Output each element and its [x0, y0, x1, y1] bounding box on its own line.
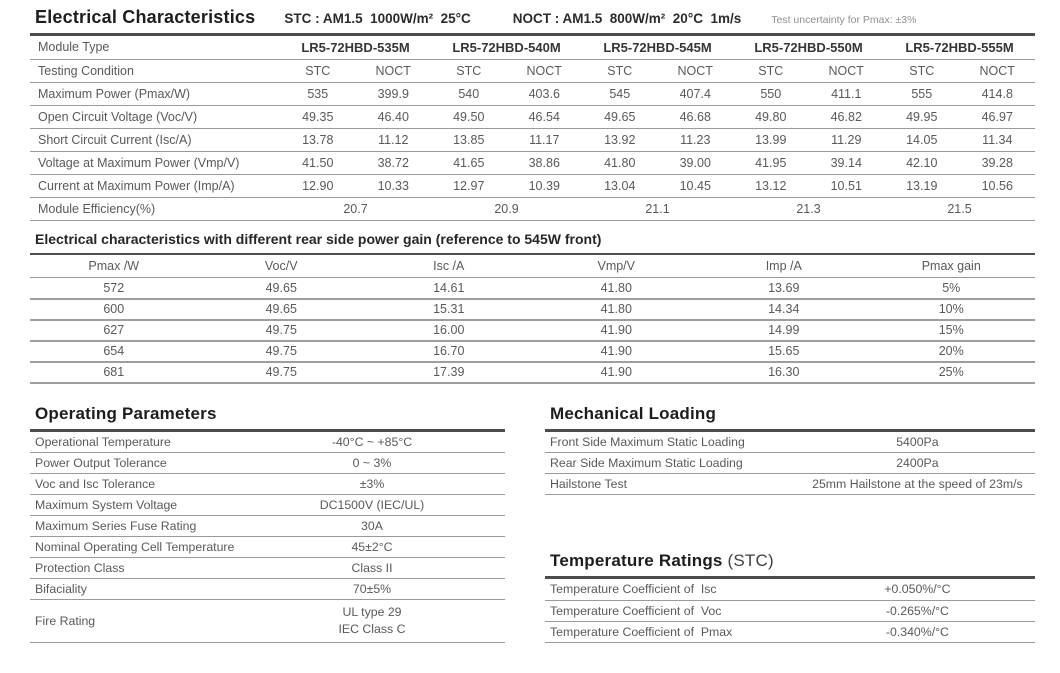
- mechanical-loading-body: [545, 432, 1035, 495]
- rear-gain-data-row: [30, 362, 1035, 383]
- data-value: 41.50: [280, 151, 356, 174]
- temperature-ratings-title-text: Temperature Ratings: [550, 551, 723, 570]
- data-value: 46.97: [960, 105, 1036, 128]
- mechanical-loading-table: [545, 432, 1035, 496]
- data-value: 10.33: [356, 174, 432, 197]
- parameter-value: 2400Pa: [800, 453, 1035, 474]
- parameter-value: 30A: [239, 516, 505, 537]
- parameter-value: 70±5%: [239, 579, 505, 600]
- data-value: 14.61: [365, 278, 533, 299]
- data-value: 38.86: [507, 151, 583, 174]
- data-value: 46.40: [356, 105, 432, 128]
- parameter-label: Nominal Operating Cell Temperature: [30, 537, 239, 558]
- mechanical-loading-title: Mechanical Loading: [545, 404, 1035, 432]
- data-value: 41.80: [582, 151, 658, 174]
- rear-gain-header-row: [30, 254, 1035, 278]
- data-value: 13.85: [431, 128, 507, 151]
- operating-parameters-table: [30, 432, 505, 644]
- parameter-value-line: UL type 29: [342, 605, 402, 619]
- parameter-label: Temperature Coefficient of Pmax: [545, 621, 800, 642]
- data-value: 41.90: [533, 362, 701, 383]
- parameter-value-line: IEC Class C: [338, 622, 406, 636]
- rear-gain-data-row: [30, 299, 1035, 320]
- data-value: 25%: [868, 362, 1036, 383]
- condition-header: STC: [280, 59, 356, 82]
- parameter-row: [30, 474, 505, 495]
- module-type-value: LR5-72HBD-545M: [582, 36, 733, 59]
- parameter-label: Operational Temperature: [30, 432, 239, 453]
- data-value: 15.65: [700, 341, 868, 362]
- header: [30, 0, 1035, 36]
- parameter-row: [545, 621, 1035, 642]
- data-value: 20%: [868, 341, 1036, 362]
- electrical-data-row: [30, 105, 1035, 128]
- data-value: 41.80: [533, 299, 701, 320]
- condition-header: STC: [733, 59, 809, 82]
- data-value: 403.6: [507, 82, 583, 105]
- data-value: 14.05: [884, 128, 960, 151]
- parameter-row: [30, 537, 505, 558]
- data-value: 13.78: [280, 128, 356, 151]
- parameter-row: [30, 579, 505, 600]
- electrical-data-row: [30, 82, 1035, 105]
- parameter-label: Hailstone Test: [545, 474, 800, 495]
- module-type-value: LR5-72HBD-555M: [884, 36, 1035, 59]
- rear-gain-table: [30, 253, 1035, 384]
- efficiency-value: 20.9: [431, 197, 582, 220]
- data-value: 13.04: [582, 174, 658, 197]
- right-column: [545, 404, 1035, 644]
- temperature-ratings-table: [545, 579, 1035, 643]
- data-value: 46.68: [658, 105, 734, 128]
- parameter-row: [545, 474, 1035, 495]
- parameter-row: [545, 432, 1035, 453]
- data-value: 49.65: [198, 299, 366, 320]
- temperature-ratings-section: [545, 551, 1035, 643]
- rear-gain-title: Electrical characteristics with different rear side power gain (reference to 545W front): [35, 230, 602, 247]
- efficiency-value: 20.7: [280, 197, 431, 220]
- condition-header: STC: [884, 59, 960, 82]
- data-value: 11.17: [507, 128, 583, 151]
- parameter-label: Temperature Coefficient of Isc: [545, 579, 800, 600]
- parameter-value: 5400Pa: [800, 432, 1035, 453]
- parameter-value: DC1500V (IEC/UL): [239, 495, 505, 516]
- parameter-label: Rear Side Maximum Static Loading: [545, 453, 800, 474]
- data-value: 600: [30, 299, 198, 320]
- data-value: 39.14: [809, 151, 885, 174]
- module-type-row: [30, 36, 1035, 59]
- module-type-label: Module Type: [30, 36, 280, 59]
- parameter-label: Power Output Tolerance: [30, 453, 239, 474]
- data-value: 49.75: [198, 362, 366, 383]
- operating-parameters-title: Operating Parameters: [30, 404, 505, 432]
- condition-header: STC: [431, 59, 507, 82]
- data-value: 15%: [868, 320, 1036, 341]
- row-label: Short Circuit Current (Isc/A): [30, 128, 280, 151]
- parameter-row: [30, 558, 505, 579]
- page-title: Electrical Characteristics: [35, 7, 256, 27]
- electrical-data-row: [30, 174, 1035, 197]
- data-value: 10.45: [658, 174, 734, 197]
- data-value: 13.12: [733, 174, 809, 197]
- parameter-label: Maximum System Voltage: [30, 495, 239, 516]
- operating-parameters-section: [30, 404, 505, 644]
- parameter-value: -0.340%/°C: [800, 621, 1035, 642]
- data-value: 46.54: [507, 105, 583, 128]
- data-value: 10.39: [507, 174, 583, 197]
- efficiency-value: 21.3: [733, 197, 884, 220]
- parameter-row: [30, 453, 505, 474]
- parameter-value: Class II: [239, 558, 505, 579]
- parameter-label: Temperature Coefficient of Voc: [545, 600, 800, 621]
- condition-header: NOCT: [356, 59, 432, 82]
- parameter-row: [545, 579, 1035, 600]
- testing-condition-label: Testing Condition: [30, 59, 280, 82]
- column-header: Voc/V: [198, 254, 366, 278]
- parameter-label: Fire Rating: [30, 600, 239, 643]
- electrical-data-row: [30, 128, 1035, 151]
- data-value: 10.56: [960, 174, 1036, 197]
- spacer: [545, 495, 1035, 551]
- data-value: 13.69: [700, 278, 868, 299]
- data-value: 414.8: [960, 82, 1036, 105]
- data-value: 654: [30, 341, 198, 362]
- parameter-label: Protection Class: [30, 558, 239, 579]
- condition-header: STC: [582, 59, 658, 82]
- data-value: 39.28: [960, 151, 1036, 174]
- condition-header: NOCT: [809, 59, 885, 82]
- data-value: 411.1: [809, 82, 885, 105]
- condition-header: NOCT: [658, 59, 734, 82]
- data-value: 540: [431, 82, 507, 105]
- operating-parameters-body: [30, 432, 505, 643]
- data-value: 10.51: [809, 174, 885, 197]
- parameter-value: [239, 600, 505, 643]
- data-value: 11.12: [356, 128, 432, 151]
- data-value: 14.99: [700, 320, 868, 341]
- mechanical-loading-section: [545, 404, 1035, 496]
- parameter-label: Front Side Maximum Static Loading: [545, 432, 800, 453]
- temperature-ratings-body: [545, 579, 1035, 642]
- data-value: 13.19: [884, 174, 960, 197]
- parameter-row: [545, 453, 1035, 474]
- bottom-sections: [30, 404, 1035, 644]
- data-value: 12.97: [431, 174, 507, 197]
- data-value: 41.80: [533, 278, 701, 299]
- column-header: Imp /A: [700, 254, 868, 278]
- module-type-value: LR5-72HBD-540M: [431, 36, 582, 59]
- data-value: 49.75: [198, 341, 366, 362]
- parameter-label: Bifaciality: [30, 579, 239, 600]
- parameter-row: [30, 516, 505, 537]
- parameter-value: -0.265%/°C: [800, 600, 1035, 621]
- data-value: 49.65: [582, 105, 658, 128]
- data-value: 572: [30, 278, 198, 299]
- noct-test-condition: NOCT : AM1.5 800W/m² 20°C 1m/s: [512, 11, 742, 26]
- electrical-data-row: [30, 151, 1035, 174]
- data-value: 41.90: [533, 341, 701, 362]
- data-value: 5%: [868, 278, 1036, 299]
- testing-condition-row: [30, 59, 1035, 82]
- data-value: 41.95: [733, 151, 809, 174]
- stc-test-condition: STC : AM1.5 1000W/m² 25°C: [284, 11, 471, 26]
- data-value: 681: [30, 362, 198, 383]
- parameter-row: [30, 600, 505, 643]
- data-value: 11.34: [960, 128, 1036, 151]
- data-value: 49.35: [280, 105, 356, 128]
- data-value: 627: [30, 320, 198, 341]
- data-value: 16.00: [365, 320, 533, 341]
- condition-header: NOCT: [960, 59, 1036, 82]
- data-value: 49.75: [198, 320, 366, 341]
- parameter-label: Maximum Series Fuse Rating: [30, 516, 239, 537]
- column-header: Pmax /W: [30, 254, 198, 278]
- data-value: 16.70: [365, 341, 533, 362]
- efficiency-value: 21.1: [582, 197, 733, 220]
- rear-gain-table-body: [30, 254, 1035, 383]
- parameter-row: [30, 495, 505, 516]
- column-header: Vmp/V: [533, 254, 701, 278]
- module-type-value: LR5-72HBD-535M: [280, 36, 431, 59]
- parameter-row: [545, 600, 1035, 621]
- module-type-value: LR5-72HBD-550M: [733, 36, 884, 59]
- parameter-value: 25mm Hailstone at the speed of 23m/s: [800, 474, 1035, 495]
- data-value: 550: [733, 82, 809, 105]
- data-value: 545: [582, 82, 658, 105]
- data-value: 16.30: [700, 362, 868, 383]
- condition-header: NOCT: [507, 59, 583, 82]
- data-value: 535: [280, 82, 356, 105]
- data-value: 49.50: [431, 105, 507, 128]
- electrical-characteristics-table: [30, 36, 1035, 221]
- row-label: Current at Maximum Power (Imp/A): [30, 174, 280, 197]
- temperature-ratings-title-suffix: (STC): [722, 551, 774, 570]
- data-value: 49.95: [884, 105, 960, 128]
- data-value: 49.80: [733, 105, 809, 128]
- row-label: Module Efficiency(%): [30, 197, 280, 220]
- data-value: 10%: [868, 299, 1036, 320]
- data-value: 41.65: [431, 151, 507, 174]
- data-value: 17.39: [365, 362, 533, 383]
- data-value: 11.23: [658, 128, 734, 151]
- data-value: 11.29: [809, 128, 885, 151]
- parameter-row: [30, 432, 505, 453]
- rear-gain-data-row: [30, 341, 1035, 362]
- data-value: 555: [884, 82, 960, 105]
- parameter-value: 45±2°C: [239, 537, 505, 558]
- data-value: 38.72: [356, 151, 432, 174]
- data-value: 13.99: [733, 128, 809, 151]
- efficiency-row: [30, 197, 1035, 220]
- uncertainty-note: Test uncertainty for Pmax: ±3%: [771, 14, 917, 26]
- efficiency-value: 21.5: [884, 197, 1035, 220]
- electrical-table-body: [30, 36, 1035, 220]
- data-value: 407.4: [658, 82, 734, 105]
- data-value: 12.90: [280, 174, 356, 197]
- column-header: Pmax gain: [868, 254, 1036, 278]
- data-value: 46.82: [809, 105, 885, 128]
- data-value: 39.00: [658, 151, 734, 174]
- temperature-ratings-title: [545, 551, 1035, 579]
- data-value: 42.10: [884, 151, 960, 174]
- data-value: 15.31: [365, 299, 533, 320]
- parameter-value: 0 ~ 3%: [239, 453, 505, 474]
- parameter-value: +0.050%/°C: [800, 579, 1035, 600]
- parameter-value: ±3%: [239, 474, 505, 495]
- data-value: 49.65: [198, 278, 366, 299]
- row-label: Maximum Power (Pmax/W): [30, 82, 280, 105]
- rear-gain-data-row: [30, 320, 1035, 341]
- data-value: 41.90: [533, 320, 701, 341]
- parameter-label: Voc and Isc Tolerance: [30, 474, 239, 495]
- row-label: Open Circuit Voltage (Voc/V): [30, 105, 280, 128]
- column-header: Isc /A: [365, 254, 533, 278]
- data-value: 13.92: [582, 128, 658, 151]
- data-value: 14.34: [700, 299, 868, 320]
- row-label: Voltage at Maximum Power (Vmp/V): [30, 151, 280, 174]
- parameter-value: -40°C ~ +85°C: [239, 432, 505, 453]
- rear-gain-data-row: [30, 278, 1035, 299]
- data-value: 399.9: [356, 82, 432, 105]
